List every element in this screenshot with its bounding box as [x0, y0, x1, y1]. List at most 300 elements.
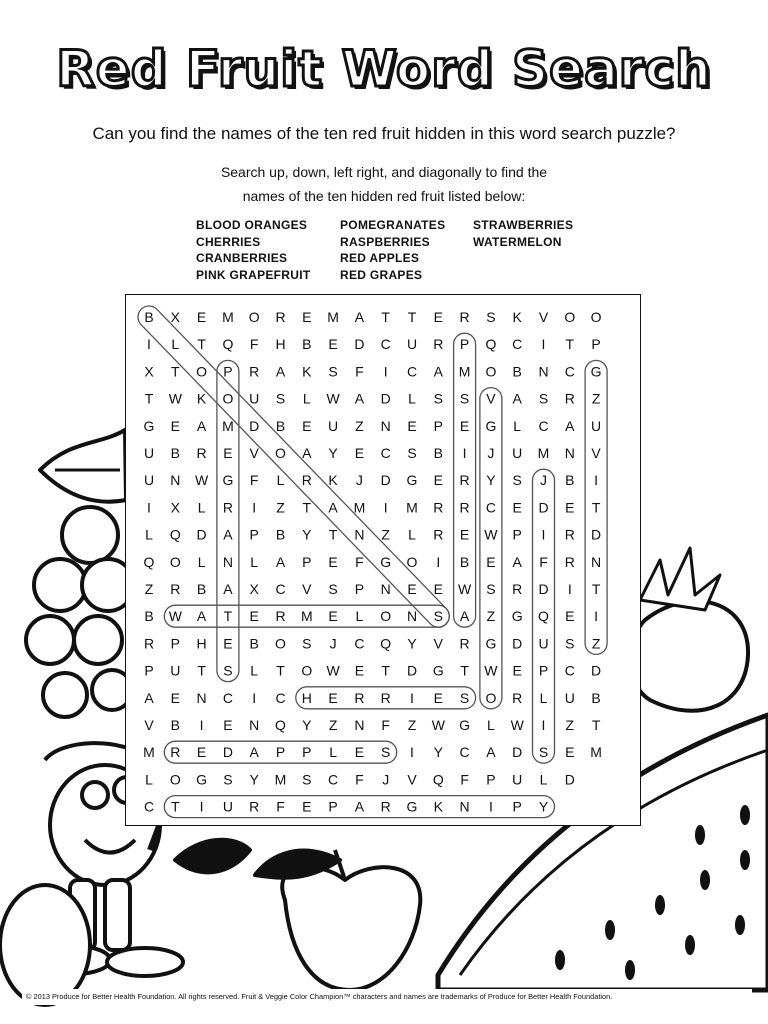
word-list-item: RED GRAPES — [340, 267, 423, 282]
found-word-oval — [133, 301, 453, 631]
grid-letter: T — [591, 499, 601, 516]
grid-letter: E — [328, 553, 338, 570]
grid-letter: M — [353, 499, 366, 516]
grid-letter: W — [168, 390, 182, 407]
grid-letter: L — [250, 662, 259, 679]
grid-letter: Q — [432, 771, 444, 788]
grid-letter: F — [460, 771, 469, 788]
grid-letter: R — [564, 553, 575, 570]
grid-letter: B — [433, 445, 443, 461]
grid-letter: A — [512, 390, 522, 407]
grid-letter: B — [249, 635, 259, 652]
instructions-line-2: names of the ten hidden red fruit listed below: — [242, 188, 526, 204]
grid-letter: D — [538, 499, 549, 516]
grid-letter: D — [538, 581, 549, 597]
grid-letter: E — [302, 309, 312, 325]
grid-letter: M — [300, 608, 313, 625]
grid-letter: Y — [302, 526, 312, 543]
grid-letter: N — [380, 581, 391, 597]
grid-letter: A — [433, 363, 443, 380]
grid-letter: B — [275, 417, 286, 434]
grid-letter: L — [408, 390, 416, 407]
grid-letter: R — [354, 689, 365, 706]
grid-letter: B — [302, 336, 312, 353]
grid-letter: A — [512, 553, 522, 570]
grid-letter: C — [406, 363, 418, 380]
grid-letter: K — [328, 472, 338, 489]
grid-letter: D — [222, 744, 233, 761]
apple-icon — [255, 850, 420, 990]
grid-letter: R — [196, 445, 207, 461]
grid-letter: T — [591, 581, 601, 597]
grid-letter: R — [170, 744, 181, 761]
grid-letter: E — [196, 309, 207, 325]
grid-letter: T — [302, 499, 312, 516]
grid-letter: Z — [591, 635, 601, 652]
grid-letter: L — [276, 472, 285, 489]
grid-letter: R — [433, 336, 444, 353]
grid-letter: C — [459, 744, 470, 761]
grid-letter: I — [147, 499, 151, 516]
word-list-item: BLOOD ORANGES — [196, 218, 308, 232]
raspberry-icon — [0, 885, 90, 1005]
grid-letter: L — [145, 771, 153, 788]
grid-letter: Q — [169, 526, 181, 543]
grid-letter: C — [380, 445, 391, 461]
grid-letter: W — [510, 717, 524, 733]
grid-letter: N — [380, 417, 391, 434]
grid-letter: L — [197, 499, 206, 516]
grid-letter: R — [143, 635, 155, 652]
grid-letter: B — [459, 553, 470, 570]
grid-letter: S — [486, 581, 496, 597]
grid-letter: Z — [591, 390, 601, 407]
grid-letter: Z — [486, 608, 496, 625]
grid-letter: N — [196, 689, 207, 706]
grid-letter: S — [328, 581, 338, 597]
grid-letter: B — [512, 363, 522, 380]
grid-letter: P — [170, 635, 180, 652]
grid-letter: M — [458, 363, 471, 380]
grid-letter: B — [170, 445, 180, 461]
grid-letter: A — [275, 553, 286, 570]
grid-letter: F — [276, 798, 285, 815]
grid-letter: T — [381, 309, 390, 325]
grid-letter: A — [223, 526, 233, 543]
grid-letter: E — [407, 417, 417, 434]
grid-letter: Q — [538, 608, 549, 625]
grid-letter: J — [382, 771, 390, 788]
word-list-item: STRAWBERRIES — [473, 218, 574, 232]
grid-letter: F — [355, 363, 364, 380]
grid-letter: E — [512, 662, 522, 679]
grid-letter: B — [144, 309, 154, 325]
grid-letter: Q — [222, 336, 234, 353]
grid-letter: S — [433, 608, 443, 625]
grid-letter: S — [538, 390, 549, 407]
page-subtitle: Can you find the names of the ten red fruit hidden in this word search puzzle? — [92, 124, 676, 143]
grid-letter: Y — [249, 771, 259, 788]
grid-letter: I — [410, 689, 414, 706]
grid-letter: T — [197, 662, 206, 679]
grid-letter: Z — [355, 417, 364, 434]
grid-letter: O — [196, 363, 208, 380]
grid-letter: C — [275, 581, 286, 597]
grid-letter: V — [486, 390, 496, 407]
grid-letter: G — [485, 417, 497, 434]
grid-letter: L — [539, 689, 548, 706]
grid-letter: E — [302, 798, 312, 815]
grid-letter: N — [222, 553, 233, 570]
grid-letter: G — [511, 608, 523, 625]
grid-letter: O — [222, 390, 234, 407]
grid-letter: I — [594, 472, 599, 489]
grid-letter: Y — [433, 744, 443, 761]
grid-letter: A — [249, 744, 259, 761]
grid-letter: C — [512, 336, 523, 353]
grid-letter: E — [433, 581, 443, 597]
grid-letter: V — [538, 309, 549, 325]
grid-letter: U — [538, 635, 549, 652]
grid-letter: B — [170, 717, 180, 733]
grid-letter: S — [433, 390, 443, 407]
grid-letter: H — [301, 689, 312, 706]
grid-letter: I — [383, 499, 388, 516]
grid-letter: E — [486, 553, 496, 570]
grid-letter: U — [249, 390, 260, 407]
grid-letter: U — [222, 798, 233, 815]
found-word-oval — [480, 388, 502, 709]
word-list-item: RASPBERRIES — [340, 234, 430, 249]
grid-letter: O — [275, 445, 286, 461]
grid-letter: P — [328, 798, 338, 815]
grid-letter: U — [591, 417, 602, 434]
grid-letter: P — [538, 662, 549, 679]
grid-letter: A — [196, 608, 207, 625]
grid-letter: Q — [143, 553, 155, 570]
grid-letter: E — [433, 689, 443, 706]
grid-letter: T — [171, 798, 180, 815]
grid-letter: E — [565, 608, 575, 625]
grid-letter: L — [408, 526, 416, 543]
grid-letter: A — [354, 309, 365, 325]
grid-letter: A — [144, 689, 154, 706]
grid-letter: R — [459, 635, 470, 652]
instructions-line-1: Search up, down, left right, and diagonally to find the — [220, 164, 548, 180]
grid-letter: G — [406, 472, 418, 489]
grid-letter: C — [222, 689, 233, 706]
grid-letter: M — [274, 771, 287, 788]
grid-letter: E — [223, 717, 233, 733]
grid-letter: I — [252, 689, 257, 706]
grid-letter: Z — [276, 499, 285, 516]
grid-letter: R — [459, 499, 470, 516]
grid-letter: C — [538, 417, 549, 434]
grid-letter: M — [590, 744, 602, 761]
grid-letter: U — [143, 445, 155, 461]
grid-letter: E — [223, 635, 233, 652]
grid-letter: U — [328, 417, 339, 434]
grid-letter: R — [380, 689, 391, 706]
grid-letter: A — [196, 417, 207, 434]
grapes-icon — [26, 507, 134, 717]
grid-letter: D — [196, 526, 207, 543]
grid-letter: V — [302, 581, 312, 597]
grid-letter: N — [591, 553, 602, 570]
grid-letter: R — [170, 581, 181, 597]
grid-letter: P — [591, 336, 601, 353]
grid-letter: E — [249, 608, 259, 625]
word-list-item: PINK GRAPEFRUIT — [196, 267, 311, 282]
grid-letter: G — [432, 662, 444, 679]
grid-letter: L — [487, 717, 495, 733]
grid-letter: J — [329, 635, 337, 652]
word-search-grid — [125, 294, 641, 826]
grid-letter: R — [222, 499, 233, 516]
grid-letter: Z — [144, 581, 154, 597]
grid-letter: S — [512, 472, 522, 489]
grid-letter: R — [275, 309, 286, 325]
grid-letter: R — [275, 608, 286, 625]
grid-letter: I — [410, 744, 414, 761]
grid-letter: J — [487, 445, 495, 461]
grid-letter: I — [541, 717, 546, 733]
grid-letter: E — [328, 689, 338, 706]
grid-letter: E — [170, 417, 180, 434]
grid-letter: H — [196, 635, 207, 652]
grid-letter: E — [433, 309, 443, 325]
grid-letter: G — [459, 717, 471, 733]
grid-letter: E — [565, 499, 575, 516]
grid-letter: Y — [302, 717, 312, 733]
grid-letter: S — [381, 744, 391, 761]
grape-leaf-icon — [40, 430, 126, 502]
grid-letter: T — [223, 608, 233, 625]
grid-letter: T — [460, 662, 469, 679]
grid-letter: O — [169, 771, 181, 788]
grid-letter: M — [143, 744, 155, 761]
grid-letter: P — [433, 417, 443, 434]
grid-letter: L — [171, 336, 180, 353]
grid-letter: C — [564, 662, 575, 679]
grid-letter: D — [512, 635, 523, 652]
grid-letter: I — [594, 608, 599, 625]
grid-letter: F — [249, 336, 259, 353]
grid-letter: A — [223, 581, 233, 597]
grid-letter: X — [170, 309, 180, 325]
grid-letter: O — [301, 662, 313, 679]
grid-letters — [126, 295, 642, 827]
grid-letter: D — [406, 662, 418, 679]
grid-letter: O — [590, 309, 602, 325]
grid-letter: T — [144, 390, 154, 407]
grid-letter: Z — [381, 526, 390, 543]
grid-letter: C — [275, 689, 286, 706]
grid-letter: C — [380, 336, 391, 353]
grid-letter: V — [591, 445, 601, 461]
grid-letter: M — [222, 417, 234, 434]
grid-letter: T — [276, 662, 285, 679]
grid-letter: G — [143, 417, 155, 434]
grid-letter: V — [407, 771, 417, 788]
grid-letter: E — [433, 472, 443, 489]
grid-letter: S — [223, 662, 233, 679]
grid-letter: Z — [565, 717, 575, 733]
grid-letter: Q — [380, 635, 392, 652]
grid-letter: M — [537, 445, 550, 461]
grid-letter: V — [144, 717, 154, 733]
grid-letter: I — [383, 363, 388, 380]
grid-letter: R — [380, 798, 391, 815]
grid-letter: S — [565, 635, 575, 652]
grid-letter: E — [459, 526, 470, 543]
grid-letter: S — [275, 390, 286, 407]
grid-letter: A — [486, 744, 496, 761]
grid-letter: S — [223, 771, 233, 788]
grid-letter: W — [326, 390, 340, 407]
grid-letter: N — [170, 472, 181, 489]
grid-letter: G — [380, 553, 392, 570]
grid-letter: X — [249, 581, 259, 597]
grid-letter: T — [381, 662, 390, 679]
grid-letter: P — [223, 363, 233, 380]
grid-letter: R — [512, 581, 523, 597]
grid-letter: L — [250, 553, 259, 570]
grid-letter: A — [275, 363, 286, 380]
grid-letter: E — [354, 445, 365, 461]
copyright-footer: © 2013 Produce for Better Health Foundation. All rights reserved. Fruit & Veggie Color Champion™ characters and names are trademarks of Produce for Better Health Foundation. — [22, 989, 752, 1005]
strawberry-icon — [631, 548, 748, 711]
grid-letter: F — [249, 472, 259, 489]
grid-letter: Q — [275, 717, 286, 733]
grid-letter: P — [144, 662, 154, 679]
grid-letter: G — [406, 798, 418, 815]
grid-letter: F — [355, 771, 364, 788]
grid-letter: J — [355, 472, 363, 489]
grid-letter: O — [169, 553, 181, 570]
grid-letter: X — [144, 363, 154, 380]
grid-letter: T — [407, 309, 417, 325]
grid-letter: W — [168, 608, 182, 625]
grid-letter: R — [249, 363, 260, 380]
grid-letter: L — [513, 417, 522, 434]
grid-letter: I — [147, 336, 151, 353]
grid-letter: S — [407, 445, 417, 461]
grid-letter: R — [512, 689, 523, 706]
grid-letter: D — [591, 662, 602, 679]
grid-letter: E — [565, 744, 575, 761]
grid-letter: T — [565, 336, 575, 353]
grid-letter: E — [459, 417, 470, 434]
grid-letter: I — [199, 798, 204, 815]
grid-letter: L — [539, 771, 548, 788]
grid-letter: M — [406, 499, 418, 516]
grid-letter: E — [407, 581, 417, 597]
grid-letter: G — [590, 363, 602, 380]
grid-letter: N — [354, 526, 365, 543]
grid-letter: E — [170, 689, 180, 706]
grid-letter: H — [275, 336, 286, 353]
grid-letter: O — [380, 608, 392, 625]
grid-letter: Y — [486, 472, 496, 489]
grid-letter: A — [354, 798, 365, 815]
grid-letter: E — [354, 662, 365, 679]
grid-letter: E — [354, 744, 365, 761]
word-list-item: CHERRIES — [196, 234, 261, 249]
grid-letter: P — [459, 336, 470, 353]
found-word-oval — [217, 360, 239, 681]
grid-letter: R — [433, 499, 444, 516]
grid-letter: G — [222, 472, 234, 489]
grid-letter: P — [486, 771, 496, 788]
grid-letter: O — [406, 553, 418, 570]
grid-letter: D — [564, 771, 575, 788]
grid-letter: L — [302, 390, 311, 407]
grid-letter: S — [486, 309, 496, 325]
grid-letter: D — [380, 390, 391, 407]
grid-letter: V — [433, 635, 443, 652]
grid-letter: R — [459, 309, 470, 325]
grid-letter: E — [302, 417, 312, 434]
grid-letter: U — [512, 771, 523, 788]
grid-letter: X — [170, 499, 180, 516]
grid-letter: S — [302, 635, 312, 652]
grid-letter: U — [512, 445, 523, 461]
grid-letter: G — [196, 771, 208, 788]
grid-letter: R — [433, 526, 444, 543]
word-list-item: POMEGRANATES — [340, 218, 446, 232]
grid-letter: O — [248, 309, 260, 325]
grid-letter: A — [354, 390, 365, 407]
grid-letter: D — [249, 417, 260, 434]
grid-letter: P — [249, 526, 259, 543]
grid-letter: R — [301, 472, 312, 489]
grid-letter: B — [591, 689, 601, 706]
grid-letter: G — [485, 635, 497, 652]
grid-letter: L — [329, 744, 337, 761]
grid-letter: K — [196, 390, 207, 407]
grid-letter: T — [197, 336, 206, 353]
grid-letter: P — [512, 526, 522, 543]
grid-letter: C — [485, 499, 496, 516]
word-list-item: WATERMELON — [473, 234, 562, 249]
grid-letter: I — [567, 581, 572, 597]
grid-letter: P — [302, 744, 312, 761]
grid-letter: A — [459, 608, 470, 625]
grid-letter: D — [512, 744, 523, 761]
grid-letter: F — [381, 717, 390, 733]
grid-letter: U — [564, 689, 575, 706]
grid-letter: E — [512, 499, 522, 516]
grid-letter: R — [564, 390, 575, 407]
grid-letter: K — [512, 309, 522, 325]
grid-letter: B — [144, 608, 154, 625]
grid-letter: N — [354, 717, 365, 733]
grid-letter: U — [170, 662, 181, 679]
grid-letter: W — [484, 526, 498, 543]
grid-letter: M — [327, 309, 339, 325]
grid-letter: N — [538, 363, 549, 380]
grid-letter: E — [328, 608, 338, 625]
grid-letter: U — [143, 472, 155, 489]
grid-letter: N — [564, 445, 575, 461]
grid-letter: I — [436, 553, 441, 570]
grid-letter: P — [275, 744, 286, 761]
page-title: Red Fruit Word Search — [56, 40, 712, 98]
grid-letter: S — [459, 390, 470, 407]
grid-letter: W — [194, 472, 209, 489]
grid-letter: N — [406, 608, 418, 625]
